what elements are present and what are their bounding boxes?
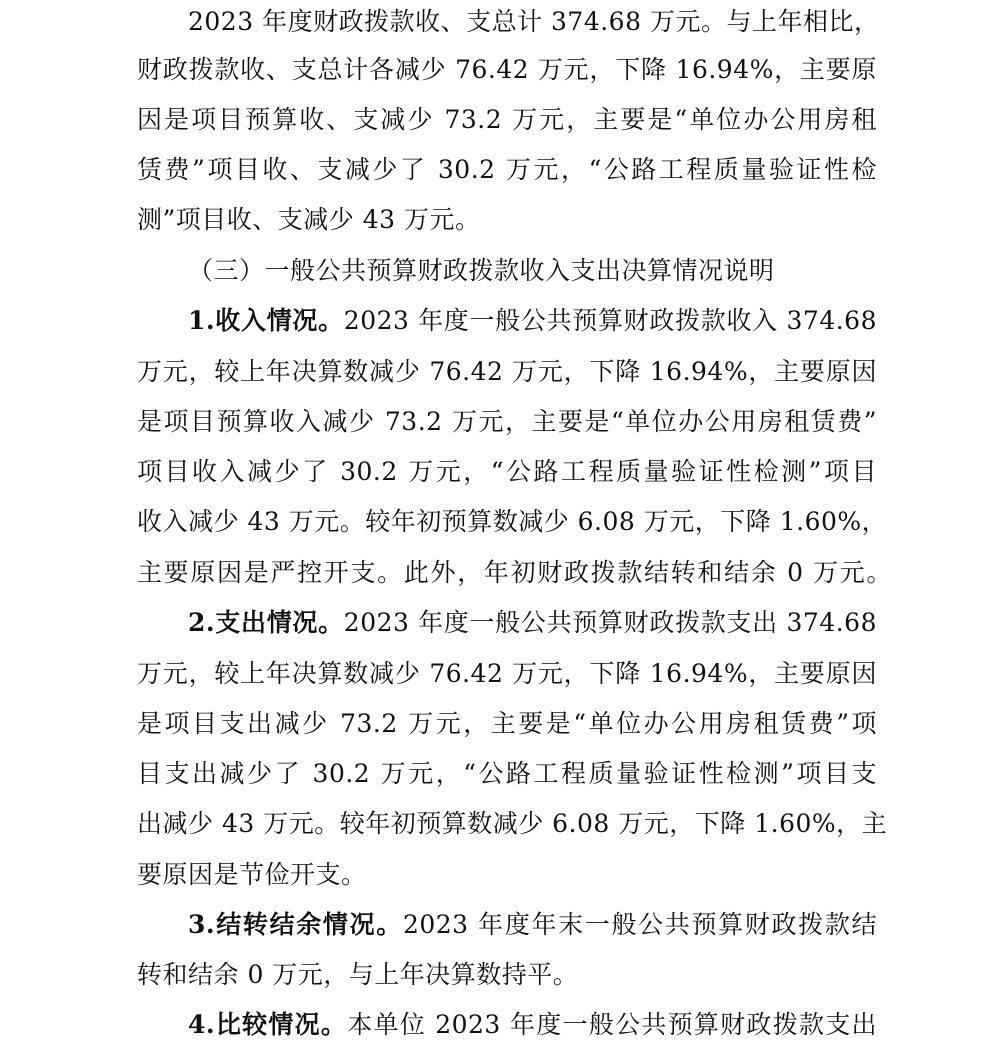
paragraph-first-line	[188, 905, 877, 945]
text-line: 万元，较上年决算数减少 76.42 万元，下降 16.94%，主要原因	[137, 357, 877, 386]
paragraph-lead: 2.支出情况。	[188, 608, 344, 637]
text-line: 2023 年度财政拨款收、支总计 374.68 万元。与上年相比，	[188, 7, 880, 36]
text-line: 财政拨款收、支总计各减少 76.42 万元，下降 16.94%，主要原	[137, 55, 877, 84]
text-run: 2023 年度一般公共预算财政拨款支出 374.68	[343, 608, 877, 637]
text-line: 测”项目收、支减少 43 万元。	[137, 205, 481, 234]
text-run: 2023 年度一般公共预算财政拨款收入 374.68	[343, 306, 877, 335]
text-line: 收入减少 43 万元。较年初预算数减少 6.08 万元，下降 1.60%，	[137, 507, 888, 536]
text-run: 2023 年度年末一般公共预算财政拨款结	[402, 910, 877, 939]
paragraph-lead: 3.结转结余情况。	[188, 910, 403, 939]
paragraph-lead: 4.比较情况。	[188, 1010, 348, 1039]
text-line: 转和结余 0 万元，与上年决算数持平。	[137, 960, 579, 989]
section-heading: （三）一般公共预算财政拨款收入支出决算情况说明	[188, 256, 775, 285]
text-line: 因是项目预算收、支减少 73.2 万元，主要是“单位办公用房租	[137, 105, 877, 134]
text-run: 本单位 2023 年度一般公共预算财政拨款支出	[347, 1010, 877, 1039]
text-line: 万元，较上年决算数减少 76.42 万元，下降 16.94%，主要原因	[137, 659, 877, 688]
paragraph-lead: 1.收入情况。	[188, 306, 344, 335]
text-line: 是项目预算收入减少 73.2 万元，主要是“单位办公用房租赁费”	[137, 407, 877, 436]
text-line: 是项目支出减少 73.2 万元，主要是“单位办公用房租赁费”项	[137, 709, 877, 738]
text-line: 要原因是节俭开支。	[137, 860, 367, 889]
text-line: 赁费”项目收、支减少了 30.2 万元，“公路工程质量验证性检	[137, 155, 877, 184]
paragraph-first-line	[188, 301, 877, 341]
text-line: 项目收入减少了 30.2 万元，“公路工程质量验证性检测”项目	[137, 457, 877, 486]
text-line: 主要原因是严控开支。此外，年初财政拨款结转和结余 0 万元。	[137, 558, 892, 587]
paragraph-first-line	[188, 603, 877, 643]
text-line: 目支出减少了 30.2 万元，“公路工程质量验证性检测”项目支	[137, 759, 877, 788]
paragraph-first-line	[188, 1005, 877, 1045]
text-line: 出减少 43 万元。较年初预算数减少 6.08 万元，下降 1.60%，主	[137, 809, 888, 838]
